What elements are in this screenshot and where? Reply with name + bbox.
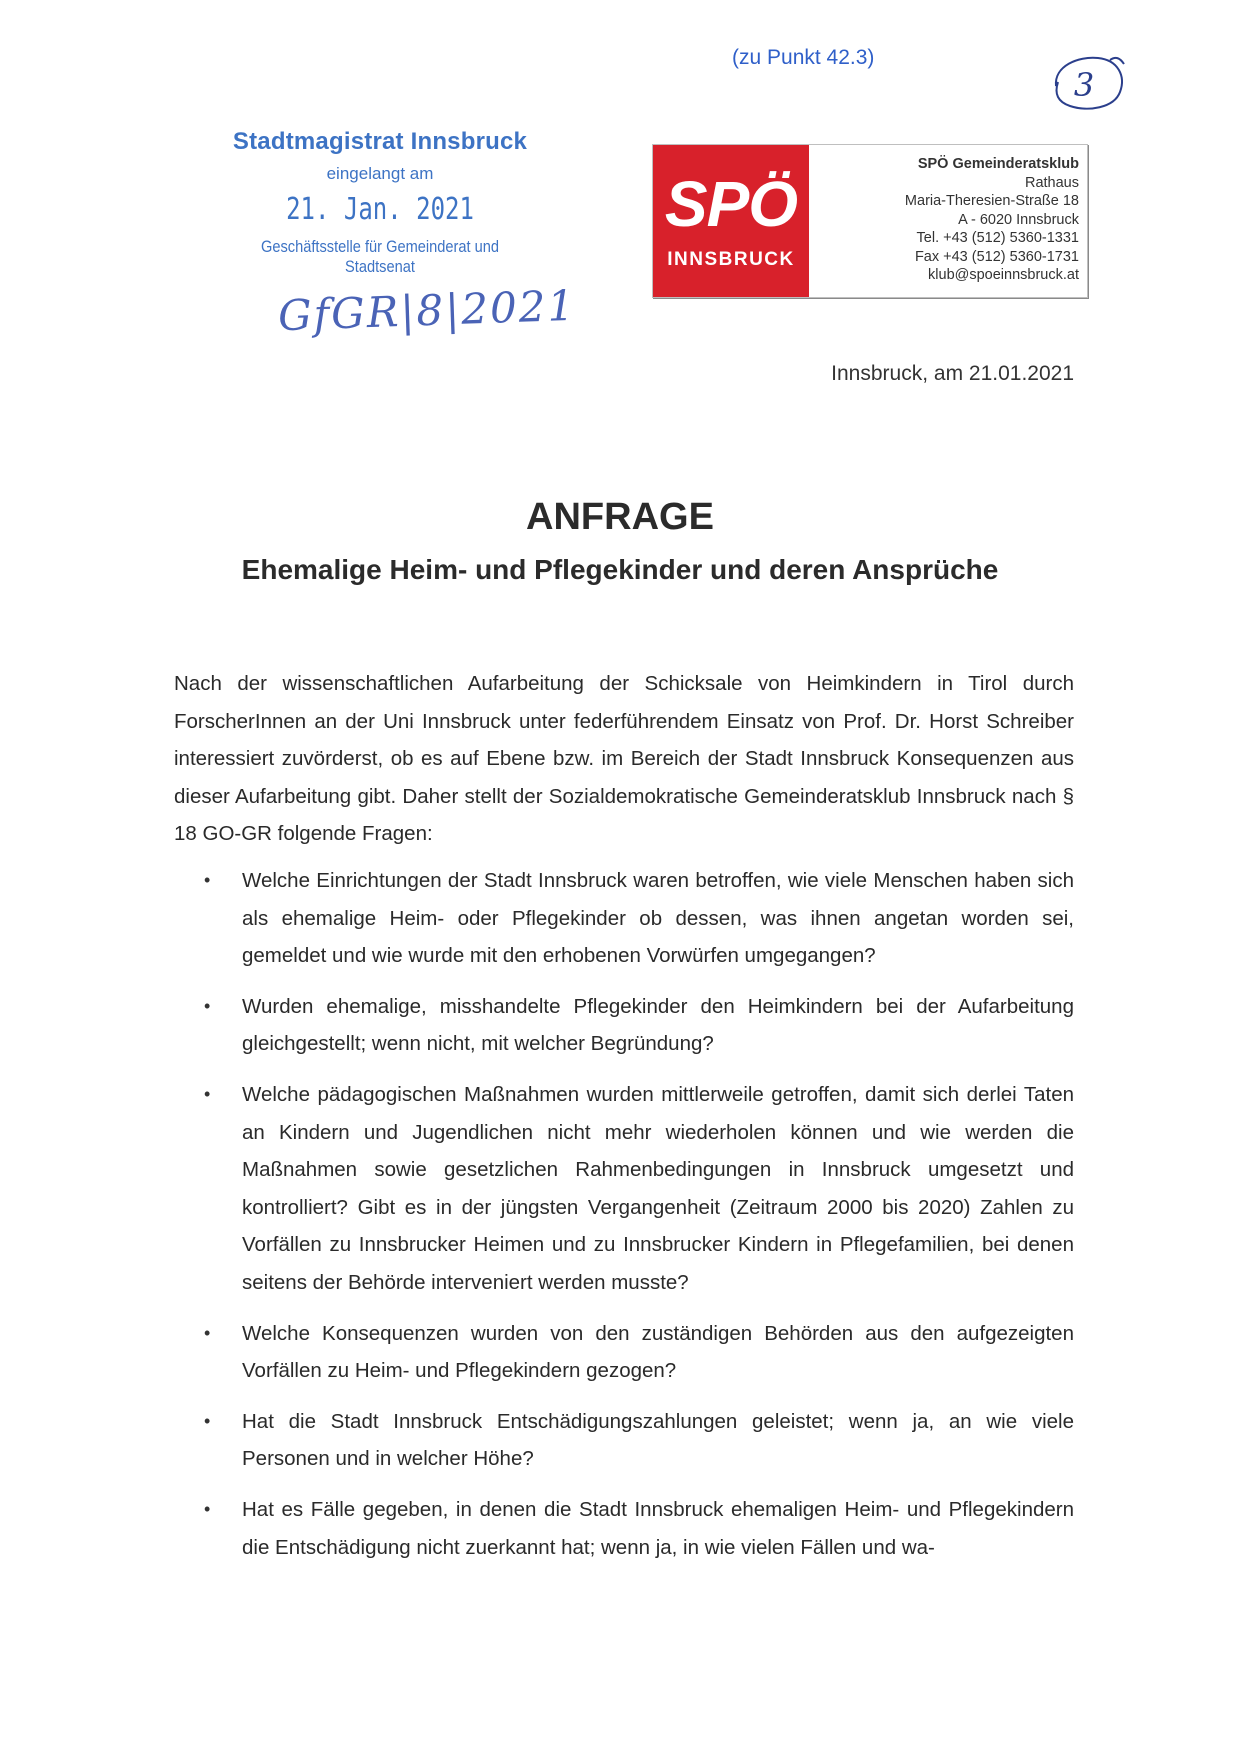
question-text: Hat es Fälle gegeben, in denen die Stadt Innsbruck ehemaligen Heim- und Pflegekindern die Entschädigung nicht zuerkannt hat; wenn ja, in wie vielen Fällen und wa- — [242, 1497, 1074, 1559]
list-item — [174, 1491, 1074, 1566]
stamp-received-label: eingelangt am — [326, 164, 434, 183]
document-subtitle: Ehemalige Heim- und Pflegekinder und deren Ansprüche — [241, 554, 999, 585]
address-email: klub@spoeinnsbruck.at — [928, 267, 1079, 283]
question-text: Wurden ehemalige, misshandelte Pflegekinder den Heimkindern bei der Aufarbeitung gleichgestellt; wenn nicht, mit welcher Begründung? — [242, 994, 1074, 1056]
handwritten-reference: GfGR|8|2021 — [277, 280, 577, 341]
list-item — [174, 1315, 1074, 1390]
address-line: Maria-Theresien-Straße 18 — [904, 193, 1079, 209]
place-date: Innsbruck, am 21.01.2021 — [831, 362, 1074, 385]
address-line: Rathaus — [1024, 174, 1079, 191]
logo-text: SPÖ — [664, 168, 798, 240]
page-number-circle — [1048, 52, 1128, 116]
list-item — [174, 988, 1074, 1063]
address-line: SPÖ Gemeinderatsklub — [917, 156, 1079, 172]
letterhead — [652, 144, 1088, 298]
reference-note: (zu Punkt 42.3) — [732, 46, 875, 69]
question-text: Welche pädagogischen Maßnahmen wurden mittlerweile getroffen, damit sich derlei Taten an Kindern und Jugendlichen nicht mehr wiederholen können und wie werden die Maßnahmen sowie gesetzlichen Rahmenbedingungen in Innsbruck umgesetzt und kontrolliert? Gibt es in der jüngsten Vergangenheit (Zeitraum 2000 bis 2020) Zahlen zu Vorfällen zu Innsbrucker Heimen und zu Innsbrucker Kindern in Pflegefamilien, bei denen seitens der Behörde interveniert werden musste? — [242, 1082, 1074, 1294]
list-item — [174, 1076, 1074, 1302]
address-line: Tel. +43 (512) 5360-1331 — [916, 230, 1079, 246]
question-text: Hat die Stadt Innsbruck Entschädigungszahlungen geleistet; wenn ja, an wie viele Personen und in welcher Höhe? — [242, 1409, 1074, 1471]
document-title: ANFRAGE — [526, 496, 714, 538]
list-item — [174, 1403, 1074, 1478]
receipt-stamp — [200, 128, 560, 277]
intro-paragraph: Nach der wissenschaftlichen Aufarbeitung der Schicksale von Heimkindern in Tirol durch ForscherInnen an der Uni Innsbruck unter federführendem Einsatz von Prof. Dr. Horst Schreiber interessiert zuvörderst, ob es auf Ebene bzw. im Bereich der Stadt Innsbruck Konsequenzen aus dieser Aufarbeitung gibt. Daher stellt der Sozialdemokratische Gemeinderatsklub Innsbruck nach § 18 GO-GR folgende Fragen: — [174, 672, 1074, 846]
bullet-icon: • — [204, 1410, 211, 1431]
bullet-icon: • — [204, 1083, 211, 1104]
stamp-org: Stadtmagistrat Innsbruck — [232, 128, 528, 155]
page-number: 3 — [1073, 66, 1095, 104]
stamp-date: 21. Jan. 2021 — [286, 192, 474, 227]
address-line: Fax +43 (512) 5360-1731 — [914, 248, 1079, 265]
spoe-logo — [653, 145, 809, 297]
question-text: Welche Konsequenzen wurden von den zuständigen Behörden aus den aufgezeigten Vorfällen zu Heim- und Pflegekindern gezogen? — [242, 1321, 1074, 1383]
logo-subtext: INNSBRUCK — [667, 249, 795, 270]
question-text: Welche Einrichtungen der Stadt Innsbruck waren betroffen, wie viele Menschen haben sich als ehemalige Heim- oder Pflegekinder ob dessen, was ihnen angetan worden sei, gemeldet und wie wurde mit den erhobenen Vorwürfen umgegangen? — [242, 869, 1074, 968]
address-line: A - 6020 Innsbruck — [958, 211, 1079, 228]
question-list — [174, 862, 1074, 1579]
bullet-icon: • — [204, 995, 211, 1016]
stamp-office: Geschäftsstelle für Gemeinderat und Stadtsenat — [260, 237, 500, 276]
bullet-icon: • — [204, 1322, 211, 1343]
bullet-icon: • — [204, 870, 211, 890]
letterhead-address — [905, 155, 1079, 285]
list-item — [174, 862, 1074, 975]
bullet-icon: • — [204, 1498, 211, 1519]
